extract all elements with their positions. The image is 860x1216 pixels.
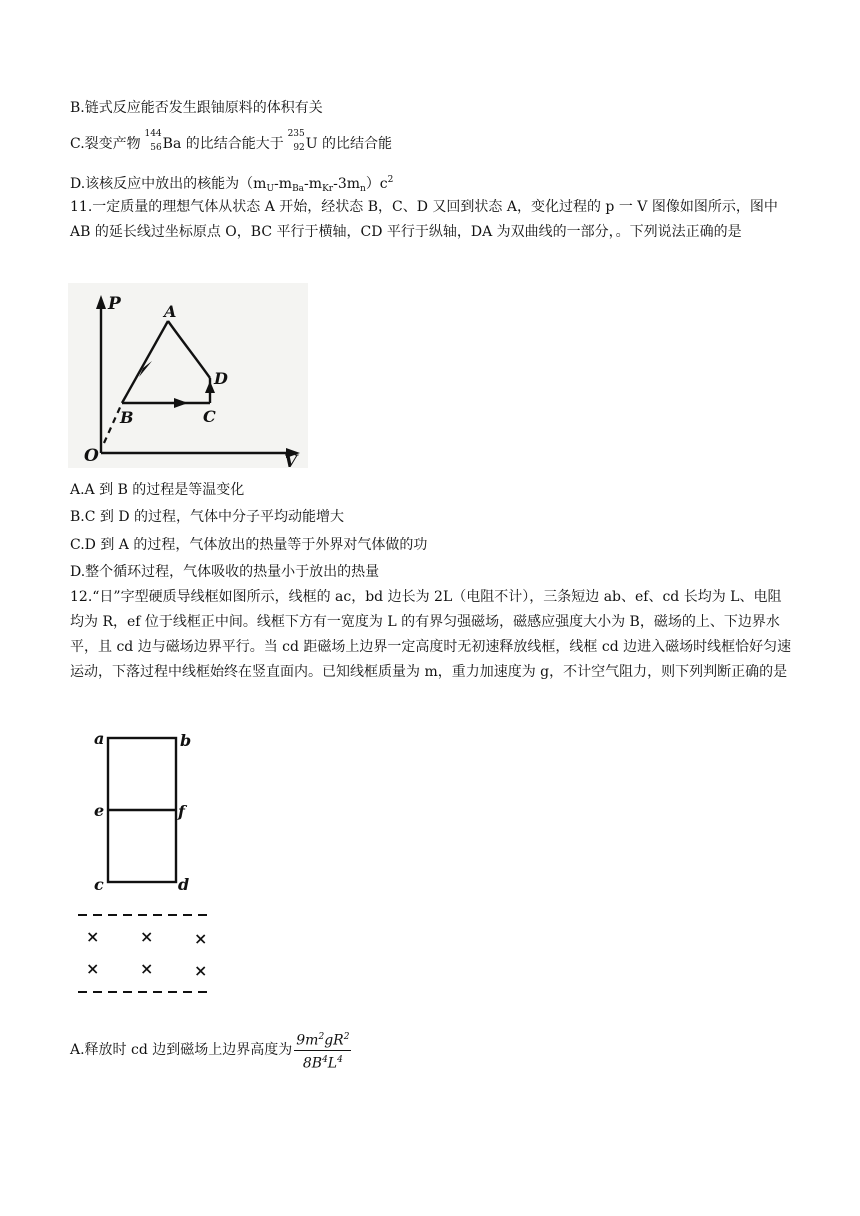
option-11-d: D.整个循环过程，气体吸收的热量小于放出的热量: [70, 564, 380, 580]
wire-frame-diagram: [68, 722, 258, 1002]
field-mark: ×: [194, 929, 208, 948]
field-mark: ×: [140, 927, 154, 946]
question-11-stem: 11.一定质量的理想气体从状态 A 开始，经状态 B，C、D 又回到状态 A，变化过程的 p 一 V 图像如图所示，图中 AB 的延长线过坐标原点 O，BC 平行于横轴，CD 平行于纵轴，DA 为双曲线的一部分，。下列说法正确的是: [70, 199, 778, 240]
label-d: D: [214, 369, 228, 388]
option-10-d: D.该核反应中放出的核能为$(m_U-m_{Ba}-m_{Kr}-3m_n)c^2$: [70, 175, 394, 194]
option-10-b: B.链式反应能否发生跟铀原料的体积有关: [70, 100, 323, 116]
label-e-frame: e: [94, 801, 105, 820]
label-b: B: [120, 408, 134, 427]
field-mark: ×: [86, 927, 100, 946]
label-a-frame: a: [94, 729, 105, 748]
field-mark: ×: [86, 959, 100, 978]
label-f-frame: f: [178, 802, 185, 821]
label-a: A: [164, 302, 177, 321]
isotope-u: 235 92: [287, 129, 305, 153]
option-10-c: C.裂变产物 144 56 Ba 的比结合能大于 235 92 U 的比结合能: [70, 129, 393, 153]
option-11-b: B.C 到 D 的过程，气体中分子平均动能增大: [70, 509, 345, 525]
label-b-frame: b: [180, 731, 192, 750]
field-mark: ×: [194, 961, 208, 980]
option-12-a: A.释放时 cd 边到磁场上边界高度为 $\frac{9m^2gR^2}{8B^4L^4}$: [70, 1028, 351, 1072]
field-mark: ×: [140, 959, 154, 978]
label-d-frame: d: [178, 875, 190, 894]
question-12-stem: 12.“日”字型硬质导线框如图所示，线框的 ac，bd 边长为 2L（电阻不计），三条短边 ab、ef、cd 长均为 L、电阻均为 R，ef 位于线框正中间。线框下方有一宽度为 L 的有界匀强磁场，磁感应强度大小为 B，磁场的上、下边界水平，且 cd 边与磁场边界平行。当 cd 距磁场上边界一定高度时无初速释放线框，线框 cd 边进入磁场时线框恰好匀速运动，下落过程中线框始终在竖直面内。已知线框质量为 m，重力加速度为 g，不计空气阻力，则下列判断正确的是: [70, 589, 792, 680]
height-fraction: $\frac{9m^2gR^2}{8B^4L^4}$: [294, 1028, 351, 1072]
option-11-c: C.D 到 A 的过程，气体放出的热量等于外界对气体做的功: [70, 537, 428, 553]
label-c-frame: c: [94, 875, 104, 894]
label-v: V: [284, 452, 298, 468]
label-p: P: [108, 294, 121, 314]
option-11-a: A.A 到 B 的过程是等温变化: [70, 482, 245, 498]
label-c: C: [203, 407, 216, 426]
label-o: O: [84, 446, 99, 466]
isotope-ba: 144 56: [144, 129, 162, 153]
pv-diagram: [68, 283, 308, 468]
